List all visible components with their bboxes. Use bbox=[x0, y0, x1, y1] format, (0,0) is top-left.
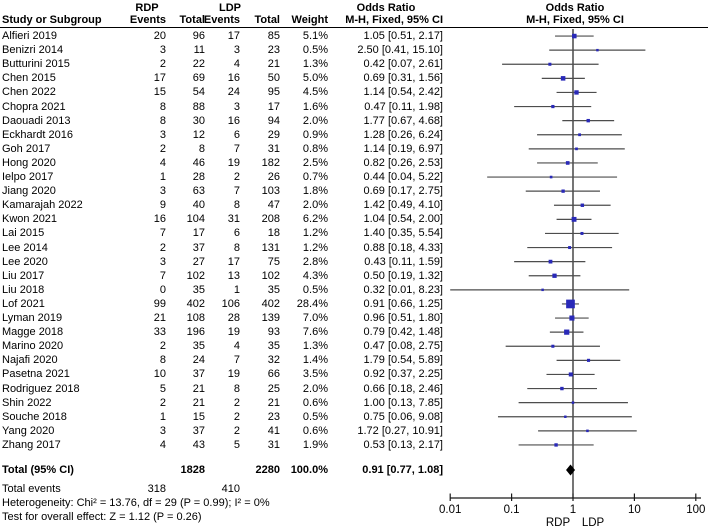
events-rdp-cell: 3 bbox=[159, 128, 166, 141]
weight-cell: 0.6% bbox=[302, 424, 328, 437]
events-ldp-cell: 4 bbox=[233, 58, 240, 71]
total-ldp-cell: 26 bbox=[267, 171, 280, 183]
total-ldp-cell: 402 bbox=[261, 297, 280, 310]
col-header-total-rdp: Total bbox=[179, 14, 205, 26]
or-ci-cell: 0.47 [0.11, 1.98] bbox=[364, 100, 443, 113]
or-ci-cell: 0.69 [0.31, 1.56] bbox=[363, 72, 443, 85]
or-marker bbox=[561, 189, 564, 192]
weight-cell: 1.2% bbox=[302, 227, 328, 240]
events-ldp-cell: 6 bbox=[233, 128, 240, 141]
weight-cell: 0.5% bbox=[302, 44, 328, 57]
total-rdp-cell: 104 bbox=[186, 213, 205, 226]
total-ldp-cell: 21 bbox=[267, 396, 280, 409]
total-rdp-cell: 43 bbox=[192, 438, 205, 451]
events-rdp-cell: 1 bbox=[159, 410, 166, 423]
events-rdp-cell: 3 bbox=[159, 44, 166, 57]
weight-cell: 5.0% bbox=[302, 72, 328, 85]
total-ldp-cell: 21 bbox=[267, 58, 280, 71]
total-rdp-cell: 11 bbox=[193, 44, 205, 57]
axis-label-right: LDP bbox=[581, 517, 605, 528]
or-marker bbox=[541, 289, 543, 291]
study-name: Souche 2018 bbox=[2, 410, 67, 423]
events-ldp-cell: 31 bbox=[227, 213, 240, 226]
total-rdp-cell: 196 bbox=[186, 326, 205, 339]
total-rdp-cell: 21 bbox=[192, 396, 205, 409]
study-name: Chopra 2021 bbox=[2, 100, 66, 113]
weight-cell: 5.1% bbox=[302, 30, 328, 42]
weight-cell: 1.4% bbox=[302, 354, 328, 367]
axis-tick-label: 0.1 bbox=[503, 504, 520, 516]
or-ci-cell: 1.00 [0.13, 7.85] bbox=[363, 396, 443, 409]
or-marker bbox=[580, 232, 583, 235]
total-ldp-cell: 85 bbox=[267, 30, 280, 42]
events-rdp-cell: 5 bbox=[159, 382, 166, 395]
events-rdp-cell: 20 bbox=[153, 30, 166, 42]
weight-cell: 1.2% bbox=[302, 241, 328, 254]
total-rdp-cell: 46 bbox=[192, 156, 205, 169]
events-rdp-cell: 15 bbox=[153, 86, 166, 99]
events-ldp-cell: 28 bbox=[227, 312, 240, 324]
events-rdp-cell: 7 bbox=[159, 227, 166, 240]
or-ci-cell: 0.69 [0.17, 2.75] bbox=[363, 185, 443, 198]
total-ldp-cell: 29 bbox=[267, 128, 280, 141]
col-header-or-ci: M-H, Fixed, 95% CI bbox=[345, 14, 443, 26]
study-name: Butturini 2015 bbox=[2, 58, 70, 71]
axis-tick-label: 0.01 bbox=[439, 504, 462, 516]
or-marker bbox=[564, 416, 566, 418]
total-rdp-cell: 37 bbox=[192, 241, 205, 254]
total-ldp-cell: 50 bbox=[267, 72, 280, 85]
plot-title: Odds Ratio bbox=[545, 2, 605, 14]
total-rdp-cell: 35 bbox=[192, 340, 205, 353]
events-ldp-cell: 4 bbox=[233, 340, 240, 353]
events-rdp-cell: 1 bbox=[159, 171, 166, 183]
or-ci-cell: 0.66 [0.18, 2.46] bbox=[363, 382, 443, 395]
events-rdp-cell: 8 bbox=[159, 114, 166, 127]
total-rdp-cell: 102 bbox=[186, 269, 205, 282]
events-rdp-cell: 2 bbox=[159, 142, 166, 155]
study-name: Rodriguez 2018 bbox=[2, 382, 80, 395]
axis-tick-label: 10 bbox=[628, 504, 641, 516]
weight-cell: 0.7% bbox=[302, 171, 328, 183]
total-ldp-cell: 47 bbox=[267, 199, 280, 212]
events-rdp-cell: 33 bbox=[153, 326, 166, 339]
events-ldp-cell: 6 bbox=[233, 227, 240, 240]
or-marker bbox=[572, 217, 577, 222]
total-ldp-cell: 102 bbox=[261, 269, 280, 282]
total-rdp-cell: 21 bbox=[192, 382, 205, 395]
total-events-label: Total events bbox=[2, 483, 61, 495]
events-ldp-cell: 8 bbox=[233, 241, 240, 254]
total-rdp-cell: 88 bbox=[192, 100, 205, 113]
or-marker bbox=[596, 49, 598, 51]
weight-cell: 2.0% bbox=[302, 199, 328, 212]
total-ldp-n: 2280 bbox=[255, 464, 280, 476]
total-ldp-cell: 75 bbox=[267, 255, 280, 268]
study-name: Lee 2014 bbox=[2, 241, 48, 254]
events-rdp-cell: 17 bbox=[153, 72, 166, 85]
or-marker bbox=[551, 345, 554, 348]
study-name: Goh 2017 bbox=[2, 142, 51, 155]
total-or-ci: 0.91 [0.77, 1.08] bbox=[362, 464, 443, 476]
total-ldp-cell: 208 bbox=[261, 213, 280, 226]
events-ldp-cell: 5 bbox=[233, 438, 240, 451]
total-rdp-cell: 40 bbox=[192, 199, 205, 212]
or-ci-cell: 0.75 [0.06, 9.08] bbox=[363, 410, 443, 423]
events-ldp-cell: 8 bbox=[233, 382, 240, 395]
or-ci-cell: 2.50 [0.41, 15.10] bbox=[357, 44, 443, 57]
weight-cell: 7.0% bbox=[302, 312, 328, 324]
weight-cell: 4.5% bbox=[302, 86, 328, 99]
or-ci-cell: 0.53 [0.13, 2.17] bbox=[363, 438, 443, 451]
weight-cell: 1.6% bbox=[302, 100, 328, 113]
total-ldp-cell: 17 bbox=[267, 100, 280, 113]
or-marker bbox=[572, 401, 575, 404]
or-ci-cell: 0.91 [0.66, 1.25] bbox=[363, 297, 443, 310]
or-ci-cell: 0.43 [0.11, 1.59] bbox=[364, 255, 443, 268]
total-rdp-cell: 30 bbox=[192, 114, 205, 127]
events-rdp-cell: 8 bbox=[159, 100, 166, 113]
study-name: Kamarajah 2022 bbox=[2, 199, 83, 212]
total-weight: 100.0% bbox=[290, 464, 328, 476]
total-ldp-cell: 41 bbox=[267, 424, 280, 437]
or-ci-cell: 0.96 [0.51, 1.80] bbox=[363, 312, 443, 324]
events-ldp-cell: 16 bbox=[227, 72, 240, 85]
events-ldp-cell: 19 bbox=[227, 156, 240, 169]
total-ldp-cell: 182 bbox=[261, 156, 280, 169]
total-rdp-cell: 17 bbox=[192, 227, 205, 240]
or-marker bbox=[578, 133, 581, 136]
total-ldp-cell: 23 bbox=[267, 44, 280, 57]
weight-cell: 2.8% bbox=[302, 255, 328, 268]
or-ci-cell: 0.92 [0.37, 2.25] bbox=[363, 368, 443, 381]
weight-cell: 0.6% bbox=[302, 396, 328, 409]
events-rdp-cell: 8 bbox=[159, 354, 166, 367]
or-marker bbox=[564, 330, 569, 335]
total-events-rdp: 318 bbox=[147, 483, 166, 495]
events-ldp-cell: 7 bbox=[233, 354, 240, 367]
weight-cell: 28.4% bbox=[296, 297, 328, 310]
weight-cell: 0.5% bbox=[302, 283, 328, 296]
total-rdp-cell: 37 bbox=[192, 424, 205, 437]
total-ldp-cell: 35 bbox=[267, 340, 280, 353]
heterogeneity-text: Heterogeneity: Chi² = 13.76, df = 29 (P = 0.99); I² = 0% bbox=[2, 497, 270, 509]
or-marker bbox=[548, 63, 551, 66]
events-ldp-cell: 16 bbox=[227, 114, 240, 127]
axis-label-left: RDP bbox=[545, 517, 571, 528]
or-ci-cell: 1.77 [0.67, 4.68] bbox=[363, 114, 443, 127]
weight-cell: 2.0% bbox=[302, 382, 328, 395]
total-ldp-cell: 95 bbox=[267, 86, 280, 99]
study-name: Eckhardt 2016 bbox=[2, 128, 73, 141]
or-marker bbox=[550, 176, 553, 179]
or-ci-cell: 0.44 [0.04, 5.22] bbox=[363, 171, 443, 183]
study-name: Chen 2022 bbox=[2, 86, 56, 99]
study-name: Liu 2017 bbox=[2, 269, 45, 282]
or-ci-cell: 0.32 [0.01, 8.23] bbox=[363, 283, 443, 296]
total-ldp-cell: 93 bbox=[267, 326, 280, 339]
events-rdp-cell: 2 bbox=[159, 396, 166, 409]
events-ldp-cell: 8 bbox=[233, 199, 240, 212]
study-name: Marino 2020 bbox=[2, 340, 64, 353]
total-rdp-cell: 12 bbox=[192, 128, 205, 141]
summary-diamond bbox=[566, 465, 575, 476]
total-rdp-cell: 108 bbox=[186, 312, 205, 324]
total-ldp-cell: 23 bbox=[267, 410, 280, 423]
or-ci-cell: 0.50 [0.19, 1.32] bbox=[363, 269, 443, 282]
events-ldp-cell: 7 bbox=[233, 142, 240, 155]
or-ci-cell: 0.88 [0.18, 4.33] bbox=[363, 241, 443, 254]
events-rdp-cell: 21 bbox=[153, 312, 166, 324]
events-rdp-cell: 2 bbox=[159, 241, 166, 254]
events-rdp-cell: 4 bbox=[159, 156, 166, 169]
total-rdp-cell: 28 bbox=[192, 171, 205, 183]
total-rdp-cell: 8 bbox=[198, 142, 205, 155]
plot-subtitle: M-H, Fixed, 95% CI bbox=[526, 14, 624, 26]
events-rdp-cell: 16 bbox=[153, 213, 166, 226]
weight-cell: 0.9% bbox=[302, 128, 328, 141]
total-label: Total (95% CI) bbox=[2, 464, 74, 476]
study-name: Daouadi 2013 bbox=[2, 114, 71, 127]
study-name: Yang 2020 bbox=[2, 424, 55, 437]
or-marker bbox=[575, 147, 578, 150]
study-name: Alfieri 2019 bbox=[2, 30, 58, 42]
events-ldp-cell: 24 bbox=[227, 86, 240, 99]
total-rdp-cell: 37 bbox=[192, 368, 205, 381]
events-rdp-cell: 3 bbox=[159, 424, 166, 437]
events-rdp-cell: 99 bbox=[153, 297, 166, 310]
or-column-title: Odds Ratio bbox=[356, 2, 416, 14]
total-rdp-cell: 69 bbox=[192, 72, 205, 85]
or-marker bbox=[569, 372, 573, 376]
study-name: Liu 2018 bbox=[2, 283, 45, 296]
events-rdp-cell: 10 bbox=[153, 368, 166, 381]
total-rdp-cell: 15 bbox=[192, 410, 205, 423]
weight-cell: 3.5% bbox=[302, 368, 328, 381]
or-marker bbox=[551, 105, 554, 108]
weight-cell: 1.9% bbox=[302, 438, 328, 451]
events-rdp-cell: 3 bbox=[159, 255, 166, 268]
events-ldp-cell: 2 bbox=[233, 396, 240, 409]
or-marker bbox=[566, 161, 570, 165]
study-name: Hong 2020 bbox=[2, 156, 56, 169]
axis-tick-label: 100 bbox=[686, 504, 706, 516]
or-ci-cell: 1.79 [0.54, 5.89] bbox=[363, 354, 443, 367]
total-rdp-cell: 402 bbox=[186, 297, 205, 310]
study-name: Pasetna 2021 bbox=[2, 368, 70, 381]
events-rdp-cell: 4 bbox=[159, 438, 166, 451]
or-ci-cell: 0.82 [0.26, 2.53] bbox=[363, 156, 443, 169]
weight-cell: 0.8% bbox=[302, 142, 328, 155]
study-name: Lee 2020 bbox=[2, 255, 48, 268]
group-header-ldp: LDP bbox=[219, 2, 241, 14]
study-name: Chen 2015 bbox=[2, 72, 56, 85]
events-rdp-cell: 3 bbox=[159, 185, 166, 198]
total-ldp-cell: 31 bbox=[267, 142, 280, 155]
or-ci-cell: 1.04 [0.54, 2.00] bbox=[363, 213, 443, 226]
or-ci-cell: 1.14 [0.54, 2.42] bbox=[363, 86, 443, 99]
events-ldp-cell: 13 bbox=[227, 269, 240, 282]
or-marker bbox=[552, 274, 556, 278]
events-ldp-cell: 2 bbox=[233, 424, 240, 437]
or-marker bbox=[554, 443, 557, 446]
total-ldp-cell: 139 bbox=[261, 312, 280, 324]
col-header-total-ldp: Total bbox=[254, 14, 280, 26]
total-rdp-cell: 24 bbox=[192, 354, 205, 367]
study-name: Shin 2022 bbox=[2, 396, 52, 409]
or-ci-cell: 0.79 [0.42, 1.48] bbox=[363, 326, 443, 339]
total-rdp-n: 1828 bbox=[180, 464, 205, 476]
study-name: Lyman 2019 bbox=[2, 312, 63, 324]
total-ldp-cell: 25 bbox=[267, 382, 280, 395]
total-ldp-cell: 94 bbox=[267, 114, 280, 127]
or-marker bbox=[581, 204, 584, 207]
or-marker bbox=[587, 359, 590, 362]
total-ldp-cell: 66 bbox=[267, 368, 280, 381]
or-marker bbox=[560, 387, 563, 390]
study-name: Jiang 2020 bbox=[2, 185, 56, 198]
study-name: Lof 2021 bbox=[2, 297, 45, 310]
study-name: Lai 2015 bbox=[2, 227, 45, 240]
total-ldp-cell: 103 bbox=[261, 185, 280, 198]
weight-cell: 6.2% bbox=[302, 213, 328, 226]
study-name: Benizri 2014 bbox=[2, 44, 64, 57]
total-events-ldp: 410 bbox=[221, 483, 240, 495]
col-header-study: Study or Subgroup bbox=[2, 14, 102, 26]
weight-cell: 1.3% bbox=[302, 58, 328, 71]
total-rdp-cell: 22 bbox=[192, 58, 205, 71]
study-name: Ielpo 2017 bbox=[2, 171, 54, 183]
study-name: Kwon 2021 bbox=[2, 213, 58, 226]
or-marker bbox=[549, 260, 553, 264]
total-ldp-cell: 35 bbox=[267, 283, 280, 296]
events-ldp-cell: 3 bbox=[233, 44, 240, 57]
or-marker bbox=[561, 76, 566, 81]
or-ci-cell: 1.14 [0.19, 6.97] bbox=[363, 142, 443, 155]
or-ci-cell: 0.42 [0.07, 2.61] bbox=[363, 58, 443, 71]
col-header-events-ldp: Events bbox=[203, 14, 240, 26]
axis-tick-label: 1 bbox=[569, 504, 577, 516]
weight-cell: 7.6% bbox=[302, 326, 328, 339]
weight-cell: 4.3% bbox=[302, 269, 328, 282]
events-ldp-cell: 19 bbox=[227, 326, 240, 339]
or-marker bbox=[566, 300, 575, 309]
weight-cell: 2.0% bbox=[302, 114, 328, 127]
weight-cell: 0.5% bbox=[302, 410, 328, 423]
or-marker bbox=[568, 246, 571, 249]
weight-cell: 1.8% bbox=[302, 185, 328, 198]
total-ldp-cell: 131 bbox=[261, 241, 280, 254]
total-rdp-cell: 27 bbox=[192, 255, 205, 268]
events-rdp-cell: 2 bbox=[159, 58, 166, 71]
or-marker bbox=[586, 430, 589, 433]
or-ci-cell: 1.72 [0.27, 10.91] bbox=[357, 424, 443, 437]
or-marker bbox=[574, 90, 578, 94]
events-ldp-cell: 19 bbox=[227, 368, 240, 381]
study-name: Magge 2018 bbox=[2, 326, 64, 339]
events-ldp-cell: 106 bbox=[221, 297, 240, 310]
events-ldp-cell: 1 bbox=[233, 283, 240, 296]
or-marker bbox=[569, 316, 574, 321]
study-name: Najafi 2020 bbox=[2, 354, 58, 367]
overall-effect-text: Test for overall effect: Z = 1.12 (P = 0.26) bbox=[2, 511, 202, 523]
or-ci-cell: 0.47 [0.08, 2.75] bbox=[363, 340, 443, 353]
total-ldp-cell: 18 bbox=[267, 227, 280, 240]
events-ldp-cell: 7 bbox=[233, 185, 240, 198]
weight-cell: 2.5% bbox=[302, 156, 328, 169]
total-ldp-cell: 31 bbox=[267, 438, 280, 451]
or-ci-cell: 1.28 [0.26, 6.24] bbox=[363, 128, 443, 141]
total-ldp-cell: 32 bbox=[267, 354, 280, 367]
total-rdp-cell: 63 bbox=[192, 185, 205, 198]
or-ci-cell: 1.05 [0.51, 2.17] bbox=[363, 30, 443, 42]
events-rdp-cell: 2 bbox=[159, 340, 166, 353]
events-rdp-cell: 0 bbox=[159, 283, 166, 296]
weight-cell: 1.3% bbox=[302, 340, 328, 353]
events-ldp-cell: 3 bbox=[233, 100, 240, 113]
study-name: Zhang 2017 bbox=[2, 438, 61, 451]
events-ldp-cell: 17 bbox=[227, 30, 240, 42]
events-ldp-cell: 2 bbox=[233, 410, 240, 423]
group-header-rdp: RDP bbox=[135, 2, 159, 14]
total-rdp-cell: 35 bbox=[192, 283, 205, 296]
total-rdp-cell: 96 bbox=[192, 30, 205, 42]
or-marker bbox=[587, 119, 590, 122]
events-ldp-cell: 17 bbox=[227, 255, 240, 268]
or-marker bbox=[572, 34, 577, 39]
col-header-events-rdp: Events bbox=[129, 14, 166, 26]
events-ldp-cell: 2 bbox=[233, 171, 240, 183]
col-header-weight: Weight bbox=[291, 14, 328, 26]
or-ci-cell: 1.40 [0.35, 5.54] bbox=[363, 227, 443, 240]
events-rdp-cell: 7 bbox=[159, 269, 166, 282]
or-ci-cell: 1.42 [0.49, 4.10] bbox=[363, 199, 443, 212]
total-rdp-cell: 54 bbox=[192, 86, 205, 99]
events-rdp-cell: 9 bbox=[159, 199, 166, 212]
